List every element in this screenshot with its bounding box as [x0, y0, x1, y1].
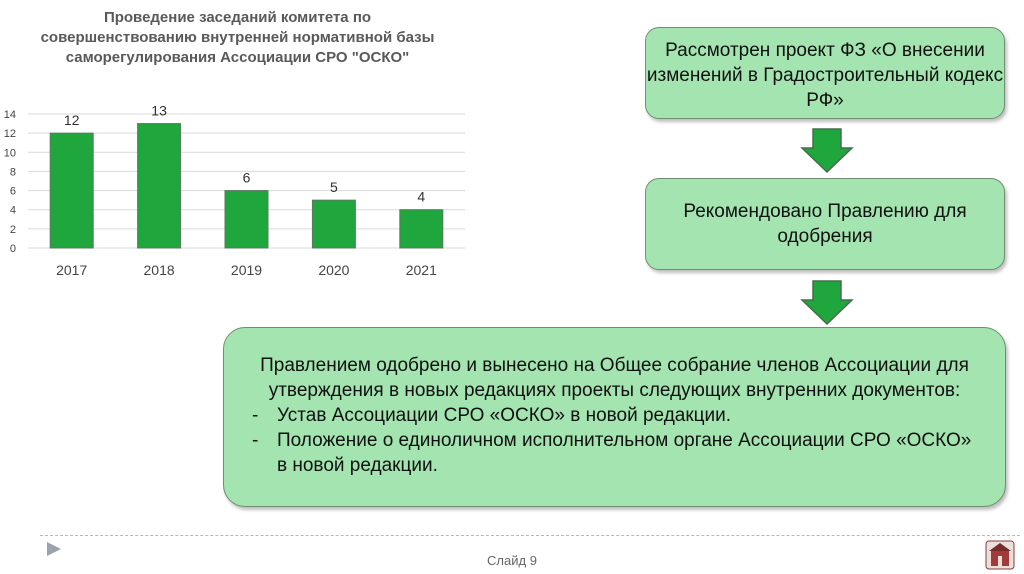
emblem-icon	[983, 538, 1017, 572]
list-item-text: Положение о единоличном исполнительном органе Ассоциации СРО «ОСКО» в новой редакции.	[277, 430, 972, 476]
footer-divider	[40, 535, 1020, 536]
data-label: 4	[417, 188, 426, 205]
step-box-approved	[223, 327, 1006, 507]
bar-chart	[0, 100, 470, 285]
y-tick-label: 6	[9, 185, 16, 198]
chart-title: Проведение заседаний комитета по совершенствованию внутренней нормативной базы саморегулирования Ассоциации СРО "ОСКО"	[40, 9, 435, 66]
step-text-recommend: Рекомендовано Правлению для одобрения	[683, 201, 967, 247]
x-tick-label: 2019	[230, 262, 263, 278]
list-bullet: -	[252, 430, 259, 451]
x-tick-label: 2020	[318, 262, 350, 278]
down-arrow-icon	[800, 280, 854, 326]
bar	[312, 200, 355, 248]
step-box-recommend	[645, 178, 1005, 270]
data-label: 5	[330, 179, 338, 196]
bar	[138, 124, 181, 248]
x-tick-label: 2018	[143, 262, 175, 278]
step-box-review	[645, 27, 1005, 119]
list-item	[252, 403, 977, 428]
y-tick-label: 0	[9, 243, 16, 255]
bar	[225, 191, 268, 248]
slide-number: Слайд 9	[487, 553, 537, 568]
y-tick-label: 14	[3, 109, 16, 121]
step-text-review: Рассмотрен проект ФЗ «О внесении изменений в Градостроительный кодекс РФ»	[646, 40, 1004, 111]
y-tick-label: 4	[9, 204, 16, 217]
down-arrow-icon	[800, 128, 854, 174]
bar	[400, 210, 443, 248]
y-tick-label: 12	[3, 128, 16, 141]
data-label: 13	[151, 102, 167, 119]
y-tick-label: 2	[9, 223, 16, 236]
data-label: 12	[63, 112, 80, 129]
x-tick-label: 2017	[56, 262, 88, 278]
data-label: 6	[242, 169, 251, 186]
y-tick-label: 8	[9, 166, 16, 179]
list-bullet: -	[252, 405, 259, 426]
list-item-text: Устав Ассоциации СРО «ОСКО» в новой редакции.	[277, 405, 732, 426]
x-tick-label: 2021	[405, 262, 437, 278]
list-item	[252, 428, 977, 478]
bar	[50, 133, 93, 248]
y-tick-label: 10	[3, 147, 16, 160]
step-text-approved: Правлением одобрено и вынесено на Общее собрание членов Ассоциации для утверждения в новых редакциях проекты следующих внутренних документов:	[260, 355, 969, 401]
